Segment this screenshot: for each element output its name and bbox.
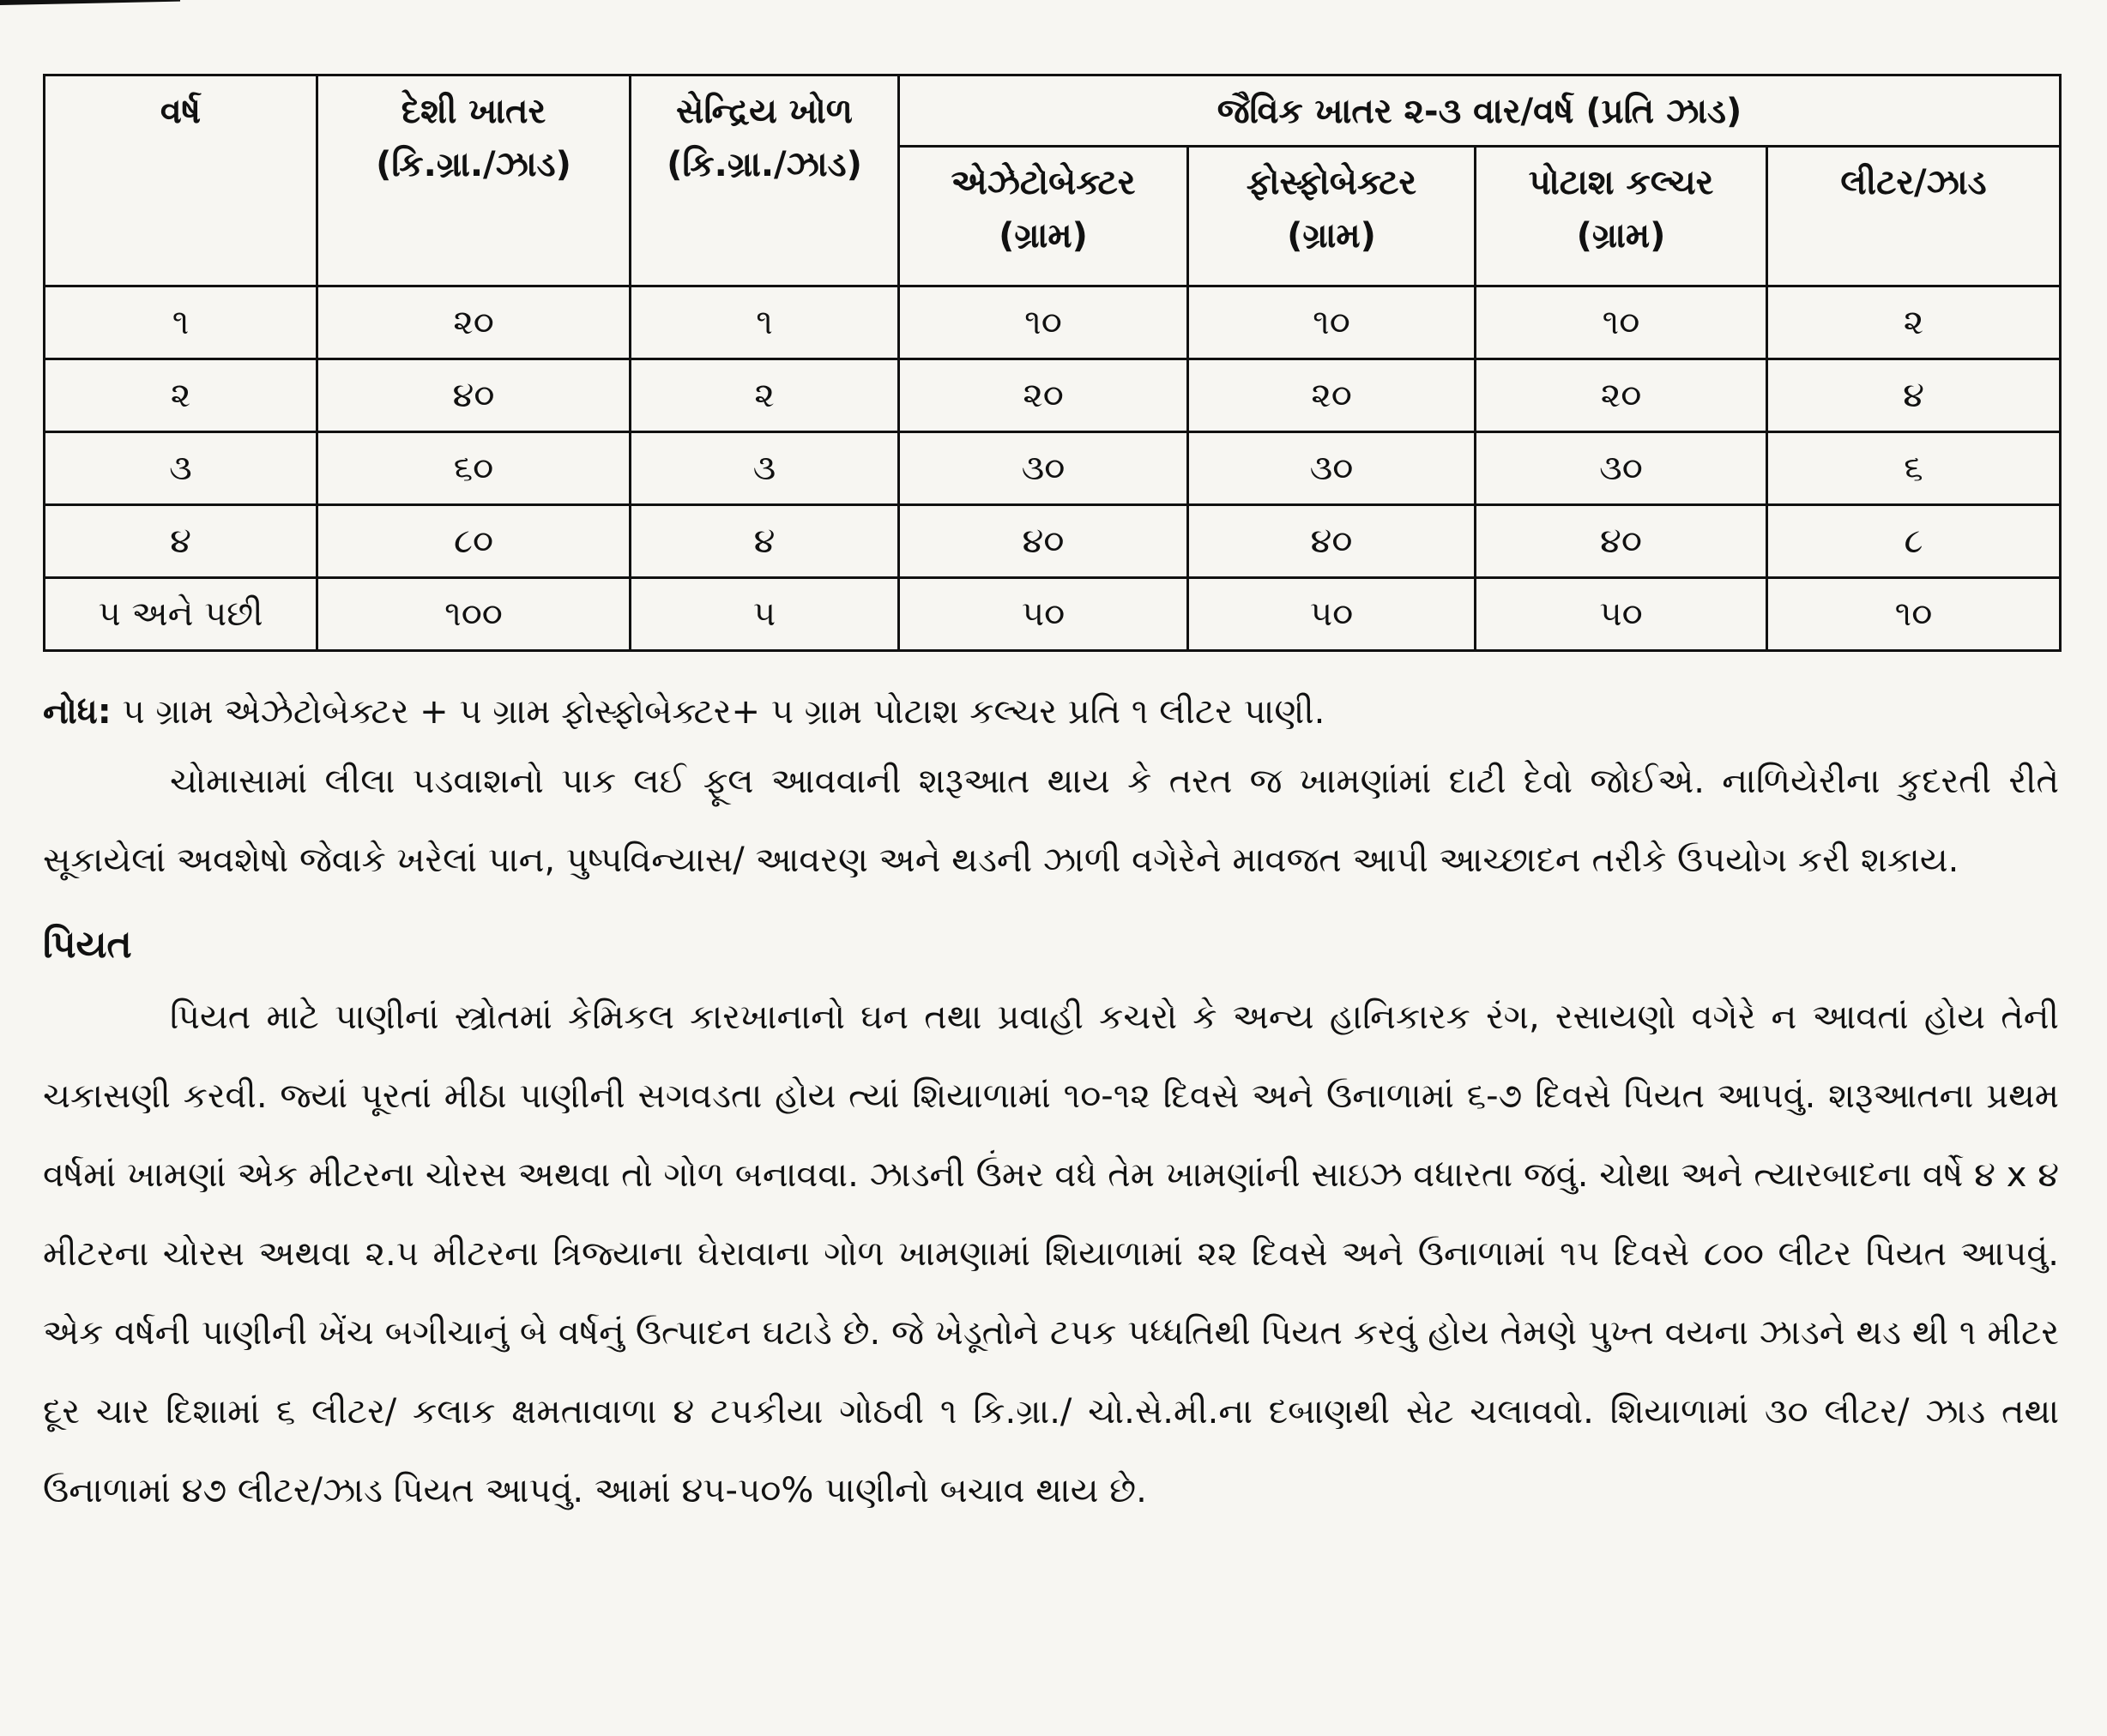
table-row (45, 432, 2061, 505)
table-cell: ૫૦ (1476, 578, 1767, 651)
table-row (45, 359, 2061, 432)
table-cell: ૮ (1767, 505, 2061, 578)
table-row (45, 505, 2061, 578)
table-cell: ૪૦ (899, 505, 1188, 578)
table-header-row (45, 75, 2061, 147)
table-cell: ૧૦ (899, 286, 1188, 359)
header-manure (317, 75, 631, 286)
header-azotobacter (899, 147, 1188, 286)
table-cell: ૨ (45, 359, 317, 432)
table-cell: ૪૦ (1476, 505, 1767, 578)
fertilizer-dose-table (43, 74, 2062, 652)
table-cell: ૧ (45, 286, 317, 359)
page (43, 74, 2059, 1530)
table-cell: ૩૦ (1476, 432, 1767, 505)
table-cell: ૪ (631, 505, 899, 578)
table-cell: ૨૦ (899, 359, 1188, 432)
header-phosphobacter (1188, 147, 1476, 286)
table-cell: ૪ (1767, 359, 2061, 432)
top-rule (0, 0, 180, 5)
header-phospho-unit: (ગ્રામ) (1287, 216, 1376, 256)
header-phospho-label: ફોસ્ફોબેક્ટર (1246, 163, 1417, 202)
header-year (45, 75, 317, 286)
header-litre-label: લીટર/ઝાડ (1840, 163, 1987, 202)
table-row (45, 578, 2061, 651)
table-cell: ૩ (631, 432, 899, 505)
table-cell: ૫૦ (899, 578, 1188, 651)
header-cake-unit: (કિ.ગ્રા./ઝાડ) (667, 145, 862, 184)
header-organic-cake (631, 75, 899, 286)
table-cell: ૪૦ (317, 359, 631, 432)
header-azoto-label: એઝેટોબેક્ટર (951, 163, 1136, 202)
header-manure-label: દેશી ખાતર (401, 92, 546, 131)
header-potash-culture (1476, 147, 1767, 286)
table-cell: ૪૦ (1188, 505, 1476, 578)
header-potash-label: પોટાશ કલ્ચર (1528, 163, 1714, 202)
table-cell: ૨ (631, 359, 899, 432)
header-biofertilizer-group: જૈવિક ખાતર ૨-૩ વાર/વર્ષ (પ્રતિ ઝાડ) (899, 75, 2061, 147)
note-line (43, 690, 2059, 735)
table-cell: ૫ (631, 578, 899, 651)
irrigation-heading: પિયત (43, 922, 132, 967)
table-cell: ૧ (631, 286, 899, 359)
table-cell: ૫૦ (1188, 578, 1476, 651)
table-row (45, 286, 2061, 359)
header-azoto-unit: (ગ્રામ) (999, 216, 1088, 256)
table-cell: ૨૦ (1476, 359, 1767, 432)
header-litre-per-tree (1767, 147, 2061, 286)
irrigation-paragraph: પિયત માટે પાણીનાં સ્ત્રોતમાં કેમિકલ કારખાનાનો ઘન તથા પ્રવાહી કચરો કે અન્ય હાનિકારક રંગ, રસાયણો વગેરે ન આવતાં હોય તેની ચકાસણી કરવી. જ્યાં પૂરતાં મીઠા પાણીની સગવડતા હોય ત્યાં શિયાળામાં ૧૦-૧૨ દિવસે અને ઉનાળામાં ૬-૭ દિવસે પિયત આપવું. શરૂઆતના પ્રથમ વર્ષમાં ખામણાં એક મીટરના ચોરસ અથવા તો ગોળ બનાવવા. ઝાડની ઉંમર વધે તેમ ખામણાંની સાઇઝ વધારતા જવું. ચોથા અને ત્યારબાદના વર્ષે ૪ x ૪ મીટરના ચોરસ અથવા ૨.૫ મીટરના ત્રિજ્યાના ઘેરાવાના ગોળ ખામણામાં શિયાળામાં ૨૨ દિવસે અને ઉનાળામાં ૧૫ દિવસે ૮૦૦ લીટર પિયત આપવું. એક વર્ષની પાણીની ખેંચ બગીચાનું બે વર્ષનું ઉત્પાદન ઘટાડે છે. જે ખેડૂતોને ટપક પધ્ધતિથી પિયત કરવું હોય તેમણે પુખ્ત વયના ઝાડને થડ થી ૧ મીટર દૂર ચાર દિશામાં ૬ લીટર/ કલાક ક્ષમતાવાળા ૪ ટપકીયા ગોઠવી ૧ કિ.ગ્રા./ ચો.સે.મી.ના દબાણથી સેટ ચલાવવો. શિયાળામાં ૩૦ લીટર/ ઝાડ તથા ઉનાળામાં ૪૭ લીટર/ઝાડ પિયત આપવું. આમાં ૪૫-૫૦% પાણીનો બચાવ થાય છે. (43, 998, 2059, 1511)
table-cell: ૬૦ (317, 432, 631, 505)
table-cell: ૫ અને પછી (45, 578, 317, 651)
header-cake-label: સેન્દ્રિય ખોળ (676, 92, 853, 131)
mulch-paragraph: ચોમાસામાં લીલા પડવાશનો પાક લઈ ફૂલ આવવાની શરૂઆત થાય કે તરત જ ખામણાંમાં દાટી દેવો જોઈએ. નાળિયેરીના કુદરતી રીતે સૂકાયેલાં અવશેષો જેવાકે ખરેલાં પાન, પુષ્પવિન્યાસ/ આવરણ અને થડની ઝાળી વગેરેને માવજત આપી આચ્છાદન તરીકે ઉપયોગ કરી શકાય. (43, 761, 2059, 880)
table-cell: ૩૦ (899, 432, 1188, 505)
table-cell: ૧૦ (1476, 286, 1767, 359)
note-label: નોધ: (43, 692, 112, 732)
table-cell: ૪ (45, 505, 317, 578)
table-cell: ૧૦ (1188, 286, 1476, 359)
table-cell: ૩૦ (1188, 432, 1476, 505)
table-cell: ૩ (45, 432, 317, 505)
table-cell: ૧૦૦ (317, 578, 631, 651)
table-cell: ૧૦ (1767, 578, 2061, 651)
header-potash-unit: (ગ્રામ) (1576, 216, 1666, 256)
note-text: ૫ ગ્રામ એઝેટોબેક્ટર + ૫ ગ્રામ ફોસ્ફોબેક્ટર+ ૫ ગ્રામ પોટાશ કલ્ચર પ્રતિ ૧ લીટર પાણી. (111, 692, 1325, 732)
table-cell: ૨૦ (317, 286, 631, 359)
header-manure-unit: (કિ.ગ્રા./ઝાડ) (376, 145, 571, 184)
header-year-label: વર્ષ (160, 92, 202, 131)
table-cell: ૨૦ (1188, 359, 1476, 432)
table-cell: ૬ (1767, 432, 2061, 505)
table-cell: ૮૦ (317, 505, 631, 578)
table-cell: ૨ (1767, 286, 2061, 359)
